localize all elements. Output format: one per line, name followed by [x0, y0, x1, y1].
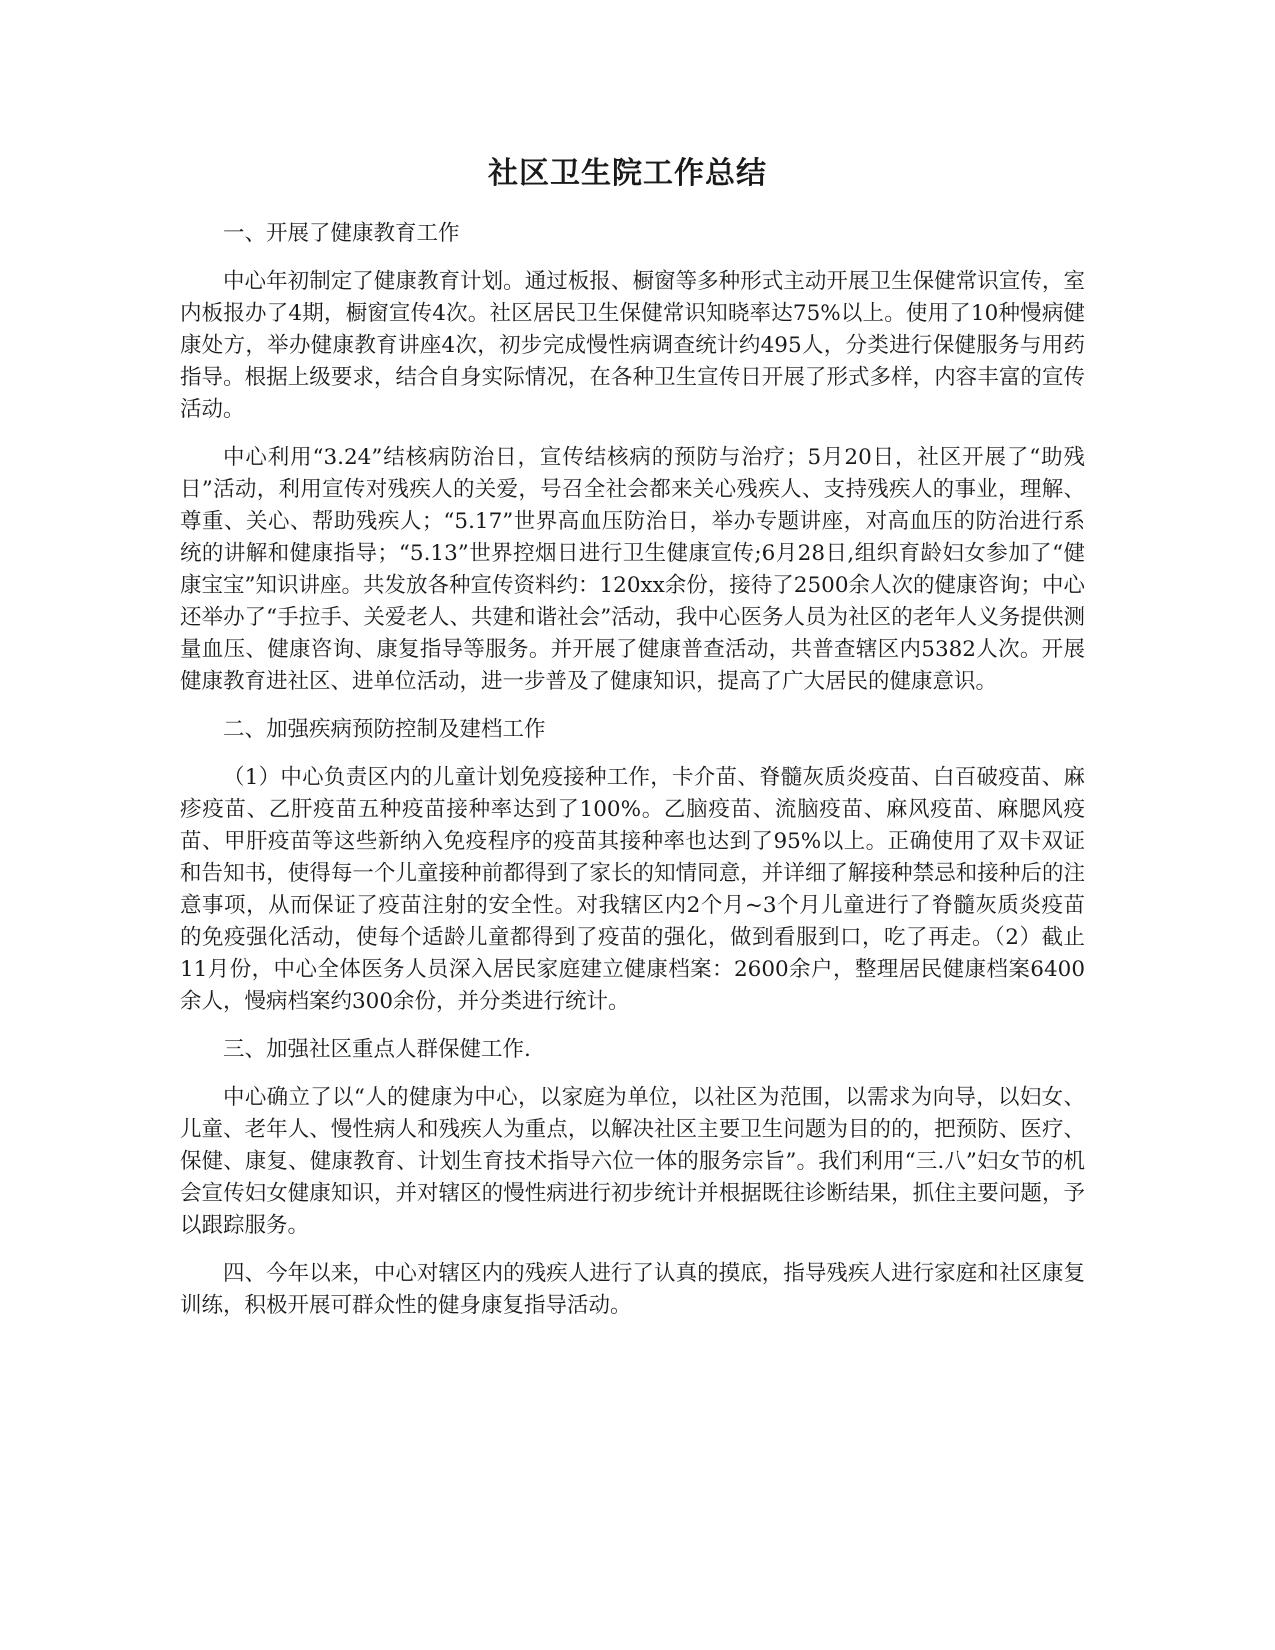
paragraph: 中心年初制定了健康教育计划。通过板报、橱窗等多种形式主动开展卫生保健常识宣传，室内板报办了4期，橱窗宣传4次。社区居民卫生保健常识知晓率达75%以上。使用了10种慢病健康处方，举办健康教育讲座4次，初步完成慢性病调查统计约495人，分类进行保健服务与用药指导。根据上级要求，结合自身实际情况，在各种卫生宣传日开展了形式多样，内容丰富的宣传活动。: [180, 269, 1085, 422]
paragraph: 中心确立了以“人的健康为中心，以家庭为单位，以社区为范围，以需求为向导，以妇女、儿童、老年人、慢性病人和残疾人为重点，以解决社区主要卫生问题为目的的，把预防、医疗、保健、康复、健康教育、计划生育技术指导六位一体的服务宗旨”。我们利用“三.八”妇女节的机会宣传妇女健康知识，并对辖区的慢性病进行初步统计并根据既往诊断结果，抓住主要问题，予以跟踪服务。: [180, 1085, 1085, 1238]
section-heading-health-education: 一、开展了健康教育工作: [223, 221, 460, 246]
paragraph: 中心利用“3.24”结核病防治日，宣传结核病的预防与治疗；5月20日，社区开展了“助残日”活动，利用宣传对残疾人的关爱，号召全社会都来关心残疾人、支持残疾人的事业，理解、尊重、关心、帮助残疾人；“5.17”世界高血压防治日，举办专题讲座，对高血压的防治进行系统的讲解和健康指导；“5.13”世界控烟日进行卫生健康宣传;6月28日,组织育龄妇女参加了“健康宝宝”知识讲座。共发放各种宣传资料约：120xx余份，接待了2500余人次的健康咨询；中心还举办了“手拉手、关爱老人、共建和谐社会”活动，我中心医务人员为社区的老年人义务提供测量血压、健康咨询、康复指导等服务。并开展了健康普查活动，共普查辖区内5382人次。开展健康教育进社区、进单位活动，进一步普及了健康知识，提高了广大居民的健康意识。: [180, 445, 1085, 694]
paragraph: （1）中心负责区内的儿童计划免疫接种工作，卡介苗、脊髓灰质炎疫苗、白百破疫苗、麻疹疫苗、乙肝疫苗五种疫苗接种率达到了100%。乙脑疫苗、流脑疫苗、麻风疫苗、麻腮风疫苗、甲肝疫苗等这些新纳入免疫程序的疫苗其接种率也达到了95%以上。正确使用了双卡双证和告知书，使得每一个儿童接种前都得到了家长的知情同意，并详细了解接种禁忌和接种后的注意事项，从而保证了疫苗注射的安全性。对我辖区内2个月~3个月儿童进行了脊髓灰质炎疫苗的免疫强化活动，使每个适龄儿童都得到了疫苗的强化，做到看服到口，吃了再走。（2）截止11月份，中心全体医务人员深入居民家庭建立健康档案：2600余户，整理居民健康档案6400余人，慢病档案约300余份，并分类进行统计。: [180, 765, 1085, 1014]
document-page: [180, 140, 1085, 1338]
section-heading-disease-prevention: 二、加强疾病预防控制及建档工作: [223, 717, 546, 742]
document-title: 社区卫生院工作总结: [488, 156, 767, 191]
paragraph-rehabilitation: 四、今年以来，中心对辖区内的残疾人进行了认真的摸底，指导残疾人进行家庭和社区康复训练，积极开展可群众性的健身康复指导活动。: [180, 1261, 1085, 1318]
section-heading-key-groups: 三、加强社区重点人群保健工作.: [223, 1037, 531, 1062]
